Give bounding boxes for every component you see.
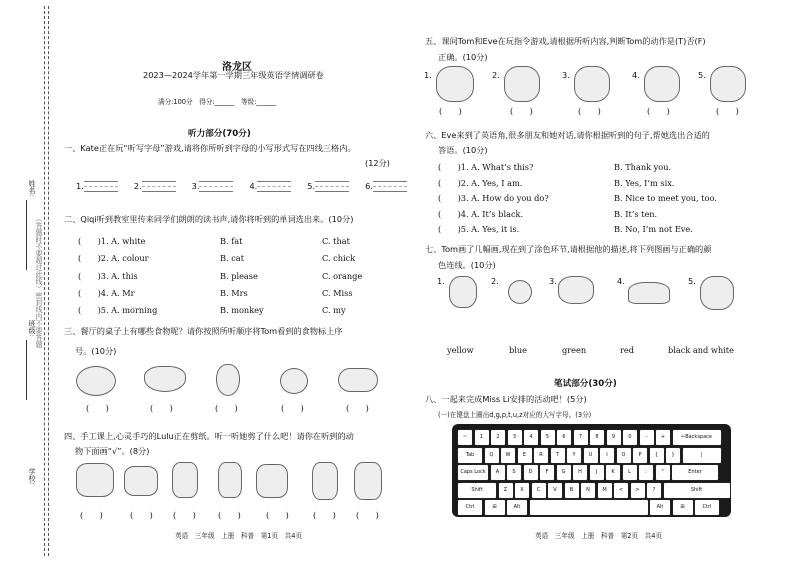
q7-num: 4. [617, 276, 625, 286]
q2-option[interactable]: ( )1. A. white [78, 236, 146, 246]
keyboard-key[interactable]: K [605, 464, 621, 481]
keyboard-key[interactable]: Alt [649, 499, 671, 516]
keyboard-key[interactable]: ←Backspace [672, 429, 722, 446]
q1-score: (12分) [365, 158, 390, 168]
kids-action-picture [644, 66, 680, 102]
score-line: 满分:100分 得分:______ 等级:______ [158, 98, 277, 106]
q5-title: 五、课间Tom和Eve在玩指令游戏,请根据所听内容,判断Tom的动作是(T)否(F) [425, 36, 706, 46]
q2-option[interactable]: C. Miss [322, 287, 353, 298]
color-word[interactable]: yellow [447, 345, 474, 355]
q2-col-b [220, 233, 264, 319]
keyboard-key[interactable]: Enter [671, 464, 719, 481]
bread-picture [76, 366, 116, 396]
keyboard-key[interactable]: 9 [606, 429, 622, 446]
hotdog-picture [338, 368, 378, 392]
exam-title: 2023—2024学年第一学期三年级英语学情调研卷 [143, 70, 324, 80]
q2-option[interactable]: B. cat [220, 253, 244, 264]
letter-box[interactable] [315, 181, 349, 192]
writing-heading: 笔试部分(30分) [554, 379, 617, 389]
keyboard-key[interactable]: Ctrl [694, 499, 720, 516]
listening-heading: 听力部分(70分) [188, 129, 251, 139]
papercut-tiger-picture [124, 466, 158, 496]
color-word[interactable]: black and white [668, 345, 734, 355]
keyboard-key[interactable]: T [550, 447, 566, 464]
q2-option[interactable]: ( )2. A. colour [78, 253, 149, 264]
papercut-fox-picture [312, 462, 338, 500]
q2-option[interactable]: C. that [322, 236, 350, 246]
q4-answer[interactable]: ( ) [266, 510, 289, 520]
q5-answer[interactable]: ( ) [510, 106, 533, 116]
keyboard-key[interactable]: Ctrl [457, 499, 483, 516]
keyboard-key[interactable]: J [589, 464, 605, 481]
q4-answer[interactable]: ( ) [173, 510, 196, 520]
hat-picture [628, 282, 670, 304]
keyboard-key[interactable] [529, 499, 649, 516]
q7-title: 七、Tom画了几幅画,现在到了涂色环节,请根据他的描述,将下列图画与正确的颜 [425, 244, 712, 254]
footer-right: 英语 三年级 上册 科普 第2页 共4页 [535, 532, 663, 540]
q1-writing-grid [76, 181, 407, 192]
ball-picture [508, 280, 532, 304]
q4-title: 四、手工课上,心灵手巧的Lulu正在剪纸。听一听她剪了什么吧！请你在听到的动 [64, 431, 354, 441]
keyboard-key[interactable]: - [639, 429, 655, 446]
keyboard-key[interactable]: 4 [523, 429, 539, 446]
q2-option[interactable]: B. please [220, 270, 258, 281]
keyboard-key[interactable]: P [632, 447, 648, 464]
keyboard [452, 424, 731, 517]
q5-answer[interactable]: ( ) [716, 106, 739, 116]
district-title: 洛龙区 [222, 62, 252, 73]
keyboard-key[interactable]: " [655, 464, 671, 481]
q3-answer[interactable]: ( ) [281, 403, 304, 413]
keyboard-key[interactable]: B [564, 482, 580, 499]
papercut-rat-picture [76, 463, 114, 497]
keyboard-key[interactable]: M [597, 482, 613, 499]
q6-option[interactable]: ( )1. A. What’s this? [438, 162, 534, 172]
binding-line-2 [48, 6, 49, 556]
bananas-picture [144, 366, 186, 392]
chick-picture [449, 276, 477, 308]
q2-option[interactable]: B. Mrs [220, 287, 248, 298]
q6-title: 六、Eve来到了英语角,很多朋友和她对话,请你根据听到的句子,帮她选出合适的 [425, 130, 710, 140]
letter-box[interactable] [142, 181, 176, 192]
q2-col-a [78, 233, 157, 319]
q8-title: 八、一起来完成Miss Li安排的活动吧！(5分) [425, 394, 587, 404]
q1-item: 4. [249, 181, 291, 192]
q6-option[interactable]: B. No, I’m not Eve. [614, 224, 693, 235]
keyboard-key[interactable]: N [580, 482, 596, 499]
keyboard-key[interactable]: Caps Lock [457, 464, 489, 481]
q2-col-c [322, 233, 362, 319]
q3-answer[interactable]: ( ) [215, 403, 238, 413]
color-word[interactable]: blue [509, 345, 527, 355]
q4-answer[interactable]: ( ) [80, 510, 103, 520]
keyboard-key[interactable]: G [556, 464, 572, 481]
keyboard-key[interactable]: ~ [457, 429, 473, 446]
q2-option[interactable]: C. orange [322, 270, 363, 281]
keyboard-key[interactable]: : [638, 464, 654, 481]
keyboard-key[interactable]: Shift [457, 482, 497, 499]
name-line [26, 200, 27, 270]
keyboard-key[interactable]: + [655, 429, 671, 446]
papercut-dog-picture [172, 462, 198, 498]
keyboard-key[interactable]: 7 [573, 429, 589, 446]
keyboard-key[interactable]: ⊞ [484, 499, 506, 516]
keyboard-key[interactable]: D [523, 464, 539, 481]
q5-num: 2. [492, 70, 500, 80]
q6-col-a [438, 160, 549, 238]
keyboard-key[interactable]: 1 [474, 429, 490, 446]
keyboard-key[interactable]: I [599, 447, 615, 464]
kids-action-picture [574, 66, 610, 102]
q3-title: 三、餐厅的桌子上有哪些食物呢？请你按照所听顺序将Tom看到的食物标上序 [64, 326, 343, 336]
q6-option[interactable]: ( )2. A. Yes, I am. [438, 177, 523, 188]
q6-option[interactable]: ( )3. A. How do you do? [438, 193, 549, 204]
keyboard-key[interactable]: < [613, 482, 629, 499]
keyboard-key[interactable]: X [514, 482, 530, 499]
letter-box[interactable] [257, 181, 291, 192]
q6-col-b [614, 160, 717, 238]
keyboard-key[interactable]: 8 [589, 429, 605, 446]
keyboard-key[interactable]: A [490, 464, 506, 481]
keyboard-key[interactable]: 5 [540, 429, 556, 446]
pear-picture [216, 364, 240, 396]
q1-title: 一、Kate正在玩“听写字母”游戏,请将你所听到字母的小写形式写在四线三格内。 [64, 143, 356, 153]
keyboard-key[interactable]: L [622, 464, 638, 481]
name-label: 姓名: [28, 180, 36, 197]
keyboard-key[interactable]: } [665, 447, 681, 464]
binding-warning: （答题时不要超过此线）密封线内不要答题 [35, 215, 43, 348]
letter-box[interactable] [199, 181, 233, 192]
q5-answer[interactable]: ( ) [647, 106, 670, 116]
q6-title-2: 答语。(10分) [438, 145, 488, 155]
binding-line [44, 6, 45, 556]
q1-item: 1. [76, 181, 118, 192]
class-label: 班级: [28, 320, 36, 337]
q2-title: 二、Qiqi听到教室里传来同学们朗朗的读书声,请你将听到的单词选出来。(10分) [64, 214, 354, 224]
keyboard-key[interactable]: 3 [507, 429, 523, 446]
keyboard-key[interactable]: Alt [506, 499, 528, 516]
q7-title-2: 色连线。(10分) [438, 260, 496, 270]
q6-option[interactable]: B. Yes, I’m six. [614, 177, 675, 188]
q5-num: 4. [632, 70, 640, 80]
bird-picture [558, 276, 594, 304]
q3-answer[interactable]: ( ) [150, 403, 173, 413]
q7-num: 1. [437, 276, 445, 286]
keyboard-key[interactable]: C [531, 482, 547, 499]
keyboard-key[interactable]: W [500, 447, 516, 464]
keyboard-key[interactable]: 2 [490, 429, 506, 446]
keyboard-key[interactable]: Tab [457, 447, 483, 464]
kids-action-picture [710, 66, 746, 102]
q3-answer[interactable]: ( ) [346, 403, 369, 413]
hen-picture [700, 276, 734, 310]
keyboard-key[interactable]: 6 [556, 429, 572, 446]
keyboard-key[interactable]: H [572, 464, 588, 481]
color-word[interactable]: red [620, 345, 635, 355]
keyboard-key[interactable]: > [630, 482, 646, 499]
keyboard-key[interactable]: O [616, 447, 632, 464]
keyboard-key[interactable]: Z [498, 482, 514, 499]
q1-item: 6. [365, 181, 407, 192]
keyboard-key[interactable]: | [682, 447, 722, 464]
school-label: 学校: [28, 468, 36, 485]
keyboard-key[interactable]: { [649, 447, 665, 464]
q5-num: 1. [424, 70, 432, 80]
q5-answer[interactable]: ( ) [578, 106, 601, 116]
q4-answer[interactable]: ( ) [130, 510, 153, 520]
keyboard-key[interactable]: ⊞ [672, 499, 694, 516]
q5-title-2: 正确。(10分) [438, 52, 488, 62]
q6-option[interactable]: B. Thank you. [614, 162, 672, 172]
kids-action-picture [504, 66, 540, 102]
keyboard-key[interactable]: Q [484, 447, 500, 464]
q2-option[interactable]: B. monkey [220, 305, 264, 316]
q7-num: 3. [549, 276, 557, 286]
keyboard-key[interactable]: V [547, 482, 563, 499]
q2-option[interactable]: C. my [322, 305, 346, 316]
q2-option[interactable]: ( )5. A. morning [78, 305, 158, 316]
q4-answer[interactable]: ( ) [218, 510, 241, 520]
keyboard-key[interactable]: Shift [663, 482, 731, 499]
q1-item: 5. [307, 181, 349, 192]
q6-option[interactable]: B. It’s ten. [614, 208, 658, 219]
q5-answer[interactable]: ( ) [439, 106, 462, 116]
q2-option[interactable]: B. fat [220, 236, 243, 246]
keyboard-key[interactable]: U [583, 447, 599, 464]
kids-action-picture [436, 66, 474, 102]
q4-title-2: 物下面画“√”。(8分) [75, 446, 150, 456]
q4-answer[interactable]: ( ) [356, 510, 379, 520]
q3-title-2: 号。(10分) [75, 346, 117, 356]
q7-num: 5. [688, 276, 696, 286]
q1-item: 3. [192, 181, 234, 192]
melon-picture [280, 368, 308, 394]
keyboard-key[interactable]: S [506, 464, 522, 481]
keyboard-key[interactable]: F [539, 464, 555, 481]
q2-option[interactable]: ( )4. A. Mr [78, 287, 135, 298]
q6-option[interactable]: ( )5. A. Yes, it is. [438, 224, 520, 235]
footer-left: 英语 三年级 上册 科普 第1页 共4页 [175, 532, 303, 540]
keyboard-key[interactable]: Y [566, 447, 582, 464]
class-line [26, 340, 27, 400]
q7-num: 2. [491, 276, 499, 286]
keyboard-key[interactable]: 0 [622, 429, 638, 446]
keyboard-key[interactable]: ? [646, 482, 662, 499]
keyboard-key[interactable]: R [533, 447, 549, 464]
q6-option[interactable]: ( )4. A. It’s black. [438, 208, 524, 219]
papercut-monkey-picture [354, 462, 382, 500]
q6-option[interactable]: B. Nice to meet you, too. [614, 193, 717, 204]
letter-box[interactable] [84, 181, 118, 192]
q2-option[interactable]: ( )3. A. this [78, 270, 138, 281]
q4-answer[interactable]: ( ) [313, 510, 336, 520]
color-word[interactable]: green [562, 345, 587, 355]
q5-num: 3. [562, 70, 570, 80]
q2-option[interactable]: C. chick [322, 253, 356, 264]
keyboard-key[interactable]: E [517, 447, 533, 464]
letter-box[interactable] [373, 181, 407, 192]
q5-num: 5. [698, 70, 706, 80]
papercut-cat-picture [218, 462, 242, 498]
q3-answer[interactable]: ( ) [86, 403, 109, 413]
q8-subtitle: (一)在键盘上圈出d,g,p,t,u,z对应的大写字母。(3分) [438, 411, 592, 419]
papercut-bird-picture [256, 464, 288, 498]
q1-item: 2. [134, 181, 176, 192]
